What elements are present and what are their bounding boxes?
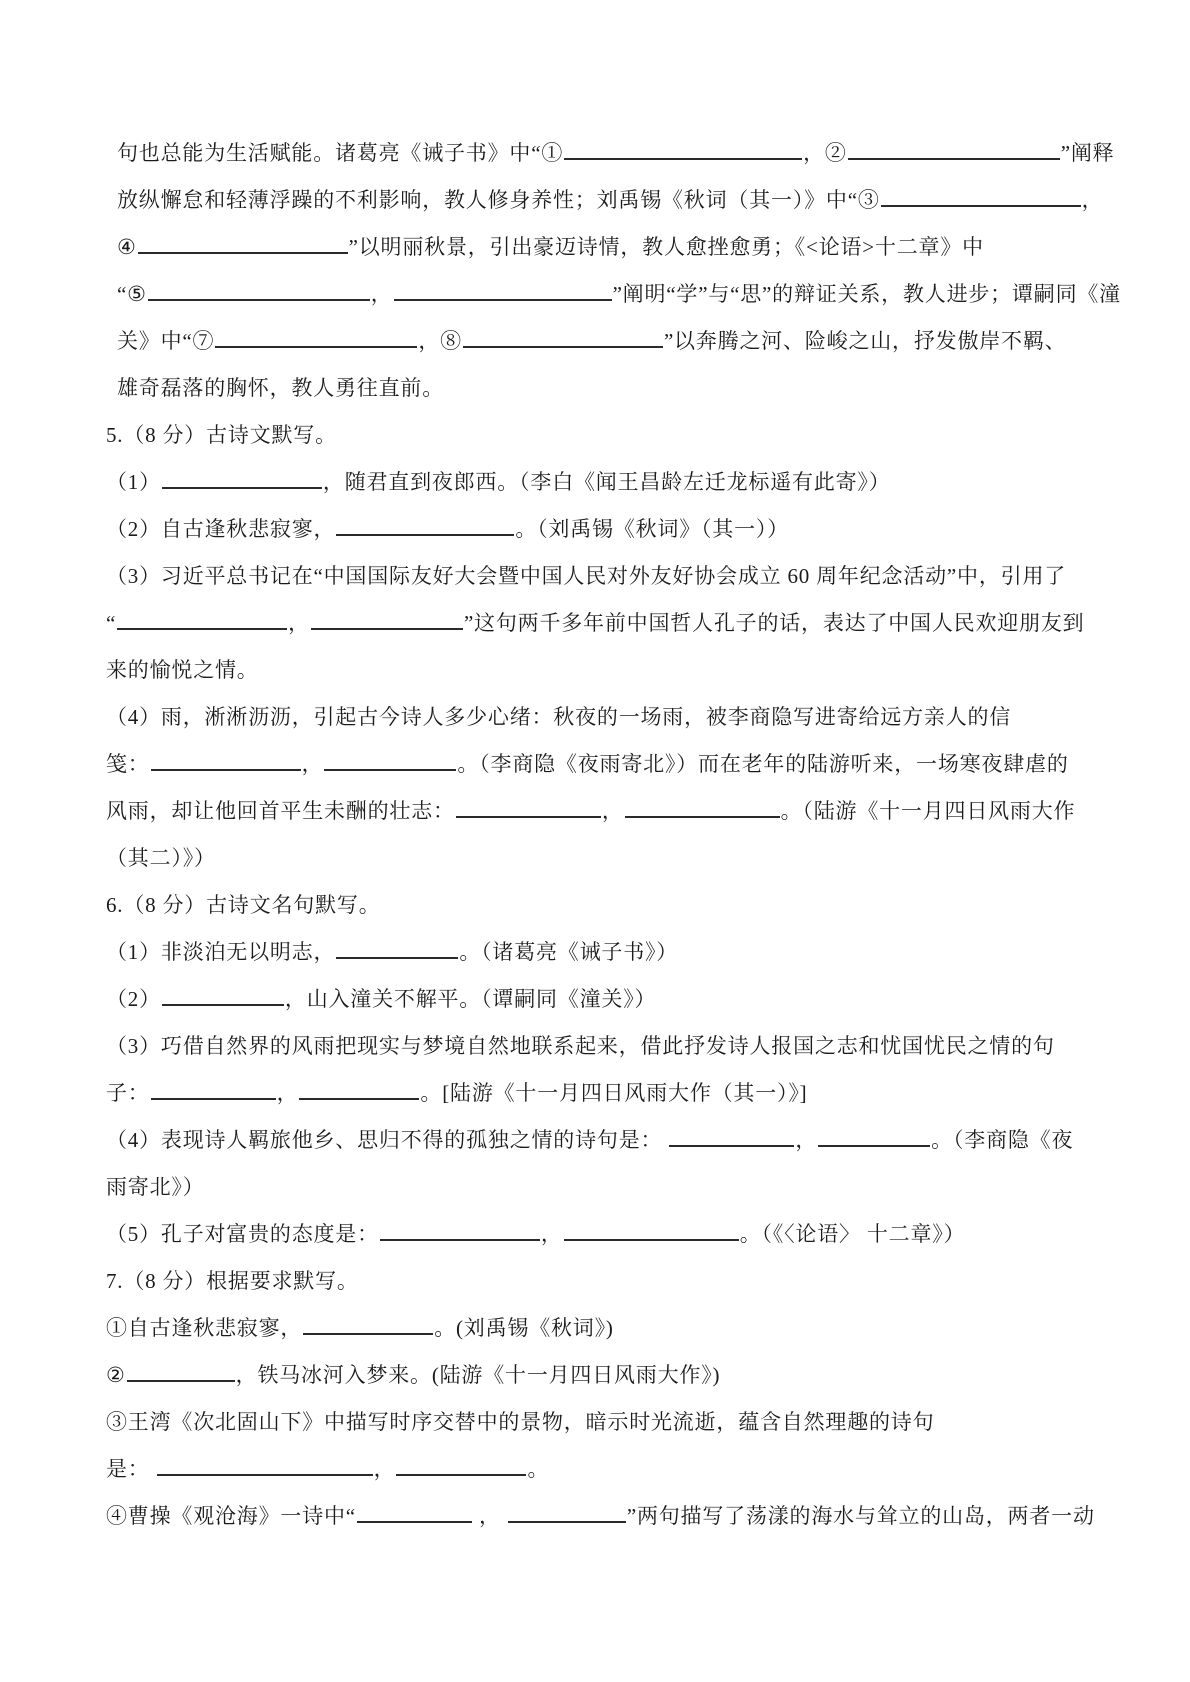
document-line (106, 1352, 1104, 1399)
fill-in-blank (117, 613, 287, 630)
text-segment: 句也总能为生活赋能。诸葛亮《诫子书》中“① (117, 141, 564, 165)
fill-in-blank (303, 1318, 433, 1335)
document-line (106, 788, 1104, 835)
text-segment: ，⑧ (418, 329, 462, 353)
document-line (117, 224, 1104, 271)
text-segment: ， (276, 1081, 299, 1105)
text-segment: （3）习近平总书记在“中国国际友好大会暨中国人民对外友好协会成立 60 周年纪念活动”中，引用了 (106, 564, 1067, 588)
text-segment: 。（李商隐《夜 (931, 1128, 1074, 1152)
fill-in-blank (215, 331, 417, 348)
text-segment: ，山入潼关不解平。（谭嗣同《潼关》） (284, 987, 657, 1011)
text-segment: ， (1081, 188, 1104, 212)
document-line (106, 506, 1104, 553)
document-line (106, 1211, 1104, 1258)
fill-in-blank (336, 942, 458, 959)
fill-in-blank (625, 801, 780, 818)
document-line (106, 412, 1104, 459)
fill-in-blank (394, 284, 612, 301)
fill-in-blank (463, 331, 663, 348)
document-line (106, 1305, 1104, 1352)
document-line (106, 694, 1104, 741)
fill-in-blank (162, 989, 284, 1006)
text-segment: 。（刘禹锡《秋词》（其一）） (515, 517, 790, 541)
document-line (117, 130, 1115, 177)
text-segment: ， (795, 1128, 818, 1152)
document-line (106, 1117, 1104, 1164)
fill-in-blank (151, 1083, 276, 1100)
text-segment: 6.（8 分）古诗文名句默写。 (106, 893, 381, 917)
text-segment: （其二）》） (106, 846, 216, 870)
text-segment: （4）雨，淅淅沥沥，引起古今诗人多少心绪：秋夜的一场雨，被李商隐写进寄给远方亲人的信 (106, 705, 1012, 729)
fill-in-blank (669, 1130, 794, 1147)
document-line (117, 177, 1104, 224)
document-line (106, 835, 1104, 882)
document-line (106, 553, 1104, 600)
text-segment: ”阐释 (1060, 141, 1115, 165)
fill-in-blank (881, 190, 1081, 207)
document-line (106, 882, 1104, 929)
document-line (106, 929, 1104, 976)
text-segment: 。[陆游《十一月四日风雨大作（其一）》] (420, 1081, 808, 1105)
text-segment: ”以奔腾之河、险峻之山，抒发傲岸不羁、 (663, 329, 1067, 353)
fill-in-blank (324, 754, 456, 771)
text-segment: （3）巧借自然界的风雨把现实与梦境自然地联系起来，借此抒发诗人报国之志和忧国忧民之情的句 (106, 1034, 1055, 1058)
fill-in-blank (336, 519, 514, 536)
document-line (106, 600, 1104, 647)
text-segment: 7.（8 分）根据要求默写。 (106, 1269, 359, 1293)
text-segment: （2）自古逢秋悲寂寥， (106, 517, 336, 541)
fill-in-blank (848, 143, 1060, 160)
text-segment: ”以明丽秋景，引出豪迈诗情，教人愈挫愈勇；《<论语>十二章》中 (348, 235, 984, 259)
document-line (106, 1164, 1104, 1211)
text-segment: ①自古逢秋悲寂寥， (106, 1316, 303, 1340)
fill-in-blank (157, 1459, 373, 1476)
fill-in-blank (162, 472, 322, 489)
text-segment: ④ (117, 235, 137, 259)
fill-in-blank (357, 1506, 472, 1523)
fill-in-blank (148, 284, 370, 301)
text-segment: ”两句描写了荡漾的海水与耸立的山岛，两者一动 (626, 1504, 1095, 1528)
document-body (106, 130, 1121, 1540)
document-line (106, 1493, 1104, 1540)
text-segment: 关》中“⑦ (117, 329, 215, 353)
fill-in-blank (299, 1083, 419, 1100)
document-line (106, 1070, 1104, 1117)
document-line (117, 318, 1104, 365)
text-segment: ”这句两千多年前中国哲人孔子的话，表达了中国人民欢迎朋友到 (463, 611, 1085, 635)
text-segment: （1） (106, 470, 161, 494)
text-segment: “ (106, 611, 117, 635)
text-segment: 笺： (106, 752, 150, 776)
document-line (106, 647, 1104, 694)
text-segment: 雨寄北》） (106, 1175, 205, 1199)
document-line (106, 1258, 1104, 1305)
document-line (106, 976, 1104, 1023)
document-line (117, 365, 1104, 412)
fill-in-blank (508, 1506, 626, 1523)
document-line (106, 1446, 1104, 1493)
text-segment: ， (288, 611, 310, 635)
text-segment: ， (370, 282, 393, 306)
document-line (106, 741, 1104, 788)
text-segment: ， (540, 1222, 563, 1246)
text-segment: 雄奇磊落的胸怀，教人勇往直前。 (117, 376, 444, 400)
text-segment: 。（陆游《十一月四日风雨大作 (780, 799, 1076, 823)
text-segment: 。（诸葛亮《诫子书》） (459, 940, 679, 964)
text-segment: 。 (527, 1457, 550, 1481)
text-segment: “⑤ (117, 282, 147, 306)
text-segment: ， (373, 1457, 396, 1481)
text-segment: ， (472, 1504, 507, 1528)
text-segment: （1）非淡泊无以明志， (106, 940, 336, 964)
text-segment: ，铁马冰河入梦来。(陆游《十一月四日风雨大作》) (235, 1363, 721, 1387)
text-segment: ④曹操《观沧海》一诗中“ (106, 1504, 356, 1528)
text-segment: 。(刘禹锡《秋词》) (434, 1316, 614, 1340)
text-segment: （5）孔子对富贵的态度是： (106, 1222, 379, 1246)
text-segment: 。（《〈论语〉 十二章》） (739, 1222, 966, 1246)
fill-in-blank (311, 613, 463, 630)
text-segment: 是： (106, 1457, 156, 1481)
fill-in-blank (818, 1130, 930, 1147)
fill-in-blank (380, 1224, 540, 1241)
document-line (106, 1023, 1104, 1070)
text-segment: 子： (106, 1081, 150, 1105)
fill-in-blank (396, 1459, 526, 1476)
fill-in-blank (456, 801, 601, 818)
fill-in-blank (564, 143, 802, 160)
fill-in-blank (127, 1365, 235, 1382)
text-segment: 风雨，却让他回首平生未酬的壮志： (106, 799, 455, 823)
text-segment: ③王湾《次北固山下》中描写时序交替中的景物，暗示时光流逝，蕴含自然理趣的诗句 (106, 1410, 935, 1434)
text-segment: 。（李商隐《夜雨寄北》）而在老年的陆游听来，一场寒夜肆虐的 (457, 752, 1069, 776)
fill-in-blank (138, 237, 348, 254)
fill-in-blank (564, 1224, 739, 1241)
text-segment: ，② (803, 141, 847, 165)
document-line (106, 459, 1104, 506)
text-segment: ② (106, 1363, 126, 1387)
text-segment: ， (301, 752, 324, 776)
text-segment: 放纵懈怠和轻薄浮躁的不利影响，教人修身养性；刘禹锡《秋词（其一）》中“③ (117, 188, 880, 212)
text-segment: ， (601, 799, 624, 823)
text-segment: ”阐明“学”与“思”的辩证关系，教人进步；谭嗣同《潼 (612, 282, 1121, 306)
text-segment: 来的愉悦之情。 (106, 658, 259, 682)
document-line (106, 1399, 1104, 1446)
fill-in-blank (151, 754, 301, 771)
text-segment: ，随君直到夜郎西。（李白《闻王昌龄左迁龙标遥有此寄》） (322, 470, 891, 494)
text-segment: 5.（8 分）古诗文默写。 (106, 423, 337, 447)
text-segment: （4）表现诗人羁旅他乡、思归不得的孤独之情的诗句是： (106, 1128, 669, 1152)
document-line (117, 271, 1121, 318)
text-segment: （2） (106, 987, 161, 1011)
